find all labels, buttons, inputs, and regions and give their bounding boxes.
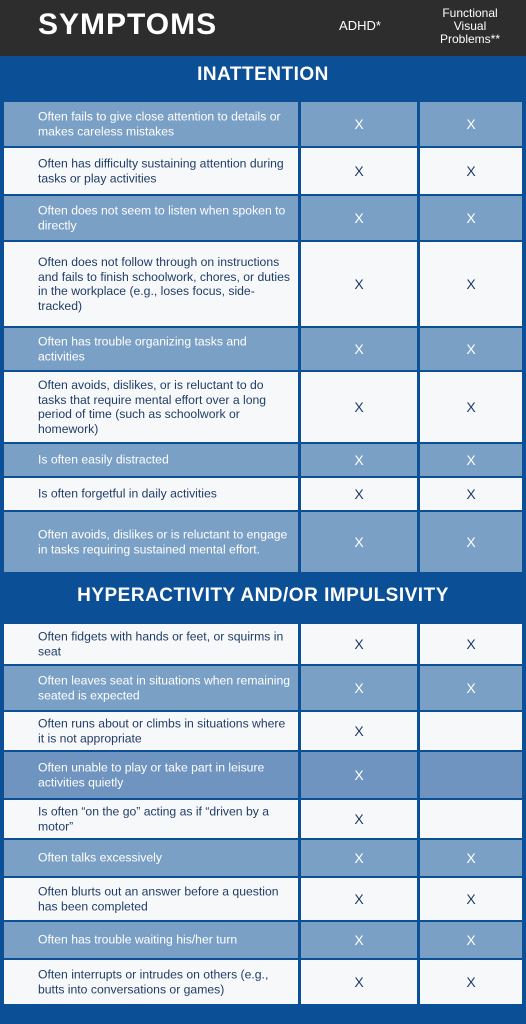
fvp-cell xyxy=(420,102,522,146)
adhd-mark: X xyxy=(354,534,364,550)
adhd-mark: X xyxy=(354,399,364,415)
fvp-cell xyxy=(420,624,522,664)
symptom-text: Often blurts out an answer before a question has been completed xyxy=(38,884,279,913)
fvp-cell xyxy=(420,752,522,798)
symptom-text: Often unable to play or take part in leisure activities quietly xyxy=(38,760,265,789)
fvp-mark: X xyxy=(466,163,476,179)
symptom-text: Often talks excessively xyxy=(38,850,162,865)
fvp-cell xyxy=(420,666,522,710)
symptom-cell xyxy=(4,840,298,876)
fvp-mark: X xyxy=(466,932,476,948)
symptom-cell xyxy=(4,102,298,146)
adhd-mark: X xyxy=(354,636,364,652)
section-title-hyperactivity: HYPERACTIVITY AND/OR IMPULSIVITY xyxy=(77,585,449,606)
table-row xyxy=(0,444,526,476)
adhd-cell xyxy=(301,624,417,664)
page-title: SYMPTOMS xyxy=(38,8,218,41)
fvp-cell xyxy=(420,242,522,326)
symptom-cell xyxy=(4,328,298,370)
symptom-text: Often runs about or climbs in situations where it is not appropriate xyxy=(38,716,286,745)
section-title-inattention: INATTENTION xyxy=(197,64,329,85)
symptom-cell xyxy=(4,712,298,750)
symptom-text: Often fails to give close attention to details or makes careless mistakes xyxy=(38,109,281,138)
adhd-cell xyxy=(301,512,417,572)
symptom-cell xyxy=(4,922,298,958)
fvp-mark: X xyxy=(466,534,476,550)
fvp-cell xyxy=(420,922,522,958)
column-header-adhd: ADHD* xyxy=(339,18,381,33)
symptom-text: Often does not seem to listen when spoken to directly xyxy=(38,203,286,232)
adhd-mark: X xyxy=(354,276,364,292)
symptom-cell xyxy=(4,878,298,920)
adhd-cell xyxy=(301,328,417,370)
symptom-text: Often interrupts or intrudes on others (e.g., butts into conversations or games) xyxy=(38,967,269,996)
symptom-cell xyxy=(4,478,298,510)
fvp-mark: X xyxy=(466,116,476,132)
adhd-cell xyxy=(301,752,417,798)
fvp-cell xyxy=(420,444,522,476)
adhd-mark: X xyxy=(354,850,364,866)
fvp-cell xyxy=(420,960,522,1004)
adhd-mark: X xyxy=(354,163,364,179)
table-row xyxy=(0,624,526,664)
fvp-mark: X xyxy=(466,399,476,415)
symptom-text: Often has trouble organizing tasks and activities xyxy=(38,334,247,363)
adhd-cell xyxy=(301,800,417,838)
symptom-text: Is often easily distracted xyxy=(38,452,169,467)
adhd-mark: X xyxy=(354,932,364,948)
column-header-fvp-line-1: Functional xyxy=(442,6,498,20)
symptom-cell xyxy=(4,752,298,798)
column-header-fvp-line-2: Visual xyxy=(453,19,487,33)
symptom-text: Often leaves seat in situations when remaining seated is expected xyxy=(38,673,291,702)
symptom-cell xyxy=(4,666,298,710)
symptom-cell xyxy=(4,242,298,326)
fvp-mark: X xyxy=(466,276,476,292)
symptom-cell xyxy=(4,800,298,838)
fvp-cell xyxy=(420,148,522,194)
fvp-cell xyxy=(420,328,522,370)
symptom-text: Is often “on the go” acting as if “driven by a motor” xyxy=(38,804,270,833)
symptom-text: Often avoids, dislikes, or is reluctant to do tasks that require mental effort over a long period of time (such as schoolwork or homework) xyxy=(38,377,267,436)
symptom-text: Often avoids, dislikes or is reluctant to engage in tasks requiring sustained mental effort. xyxy=(38,527,288,556)
adhd-mark: X xyxy=(354,486,364,502)
fvp-mark: X xyxy=(466,636,476,652)
adhd-cell xyxy=(301,148,417,194)
fvp-cell xyxy=(420,840,522,876)
symptom-text: Often fidgets with hands or feet, or squirms in seat xyxy=(38,629,284,658)
adhd-mark: X xyxy=(354,680,364,696)
symptom-cell xyxy=(4,196,298,240)
table-row xyxy=(0,712,526,750)
table-row xyxy=(0,148,526,194)
table-row xyxy=(0,666,526,710)
adhd-cell xyxy=(301,372,417,442)
symptom-text: Often does not follow through on instructions and fails to finish schoolwork, chores, or duties in the workplace (e.g., loses focus, side-tracked) xyxy=(38,254,290,313)
table-row xyxy=(0,840,526,876)
symptom-cell xyxy=(4,960,298,1004)
table-row xyxy=(0,878,526,920)
fvp-cell xyxy=(420,712,522,750)
fvp-mark: X xyxy=(466,452,476,468)
adhd-cell xyxy=(301,960,417,1004)
symptom-cell xyxy=(4,372,298,442)
table-row xyxy=(0,478,526,510)
fvp-cell xyxy=(420,878,522,920)
table-row xyxy=(0,328,526,370)
column-header-fvp-line-3: Problems** xyxy=(439,32,501,46)
table-row xyxy=(0,512,526,572)
adhd-cell xyxy=(301,922,417,958)
symptom-cell xyxy=(4,148,298,194)
adhd-cell xyxy=(301,196,417,240)
adhd-mark: X xyxy=(354,210,364,226)
fvp-cell xyxy=(420,478,522,510)
fvp-mark: X xyxy=(466,341,476,357)
adhd-mark: X xyxy=(354,116,364,132)
table-row xyxy=(0,196,526,240)
fvp-mark: X xyxy=(466,680,476,696)
adhd-mark: X xyxy=(354,974,364,990)
table-row xyxy=(0,960,526,1004)
table-row xyxy=(0,372,526,442)
fvp-cell xyxy=(420,196,522,240)
adhd-mark: X xyxy=(354,723,364,739)
adhd-cell xyxy=(301,102,417,146)
table-row xyxy=(0,242,526,326)
adhd-cell xyxy=(301,242,417,326)
adhd-cell xyxy=(301,712,417,750)
column-header-functional-visual-problems xyxy=(420,7,520,46)
table-row xyxy=(0,752,526,798)
adhd-mark: X xyxy=(354,767,364,783)
symptom-text: Often has trouble waiting his/her turn xyxy=(38,932,238,947)
fvp-mark: X xyxy=(466,974,476,990)
symptom-cell xyxy=(4,624,298,664)
adhd-cell xyxy=(301,444,417,476)
fvp-cell xyxy=(420,512,522,572)
adhd-cell xyxy=(301,666,417,710)
table-row xyxy=(0,922,526,958)
table-row xyxy=(0,800,526,838)
table-row xyxy=(0,102,526,146)
symptom-text: Is often forgetful in daily activities xyxy=(38,486,217,501)
adhd-mark: X xyxy=(354,891,364,907)
symptom-text: Often has difficulty sustaining attention during tasks or play activities xyxy=(38,156,284,185)
adhd-cell xyxy=(301,840,417,876)
adhd-cell xyxy=(301,878,417,920)
header-bar xyxy=(0,0,526,56)
fvp-mark: X xyxy=(466,210,476,226)
fvp-cell xyxy=(420,800,522,838)
fvp-mark: X xyxy=(466,850,476,866)
fvp-mark: X xyxy=(466,891,476,907)
adhd-mark: X xyxy=(354,452,364,468)
adhd-cell xyxy=(301,478,417,510)
symptom-cell xyxy=(4,512,298,572)
fvp-mark: X xyxy=(466,486,476,502)
symptom-cell xyxy=(4,444,298,476)
adhd-mark: X xyxy=(354,811,364,827)
fvp-cell xyxy=(420,372,522,442)
adhd-mark: X xyxy=(354,341,364,357)
